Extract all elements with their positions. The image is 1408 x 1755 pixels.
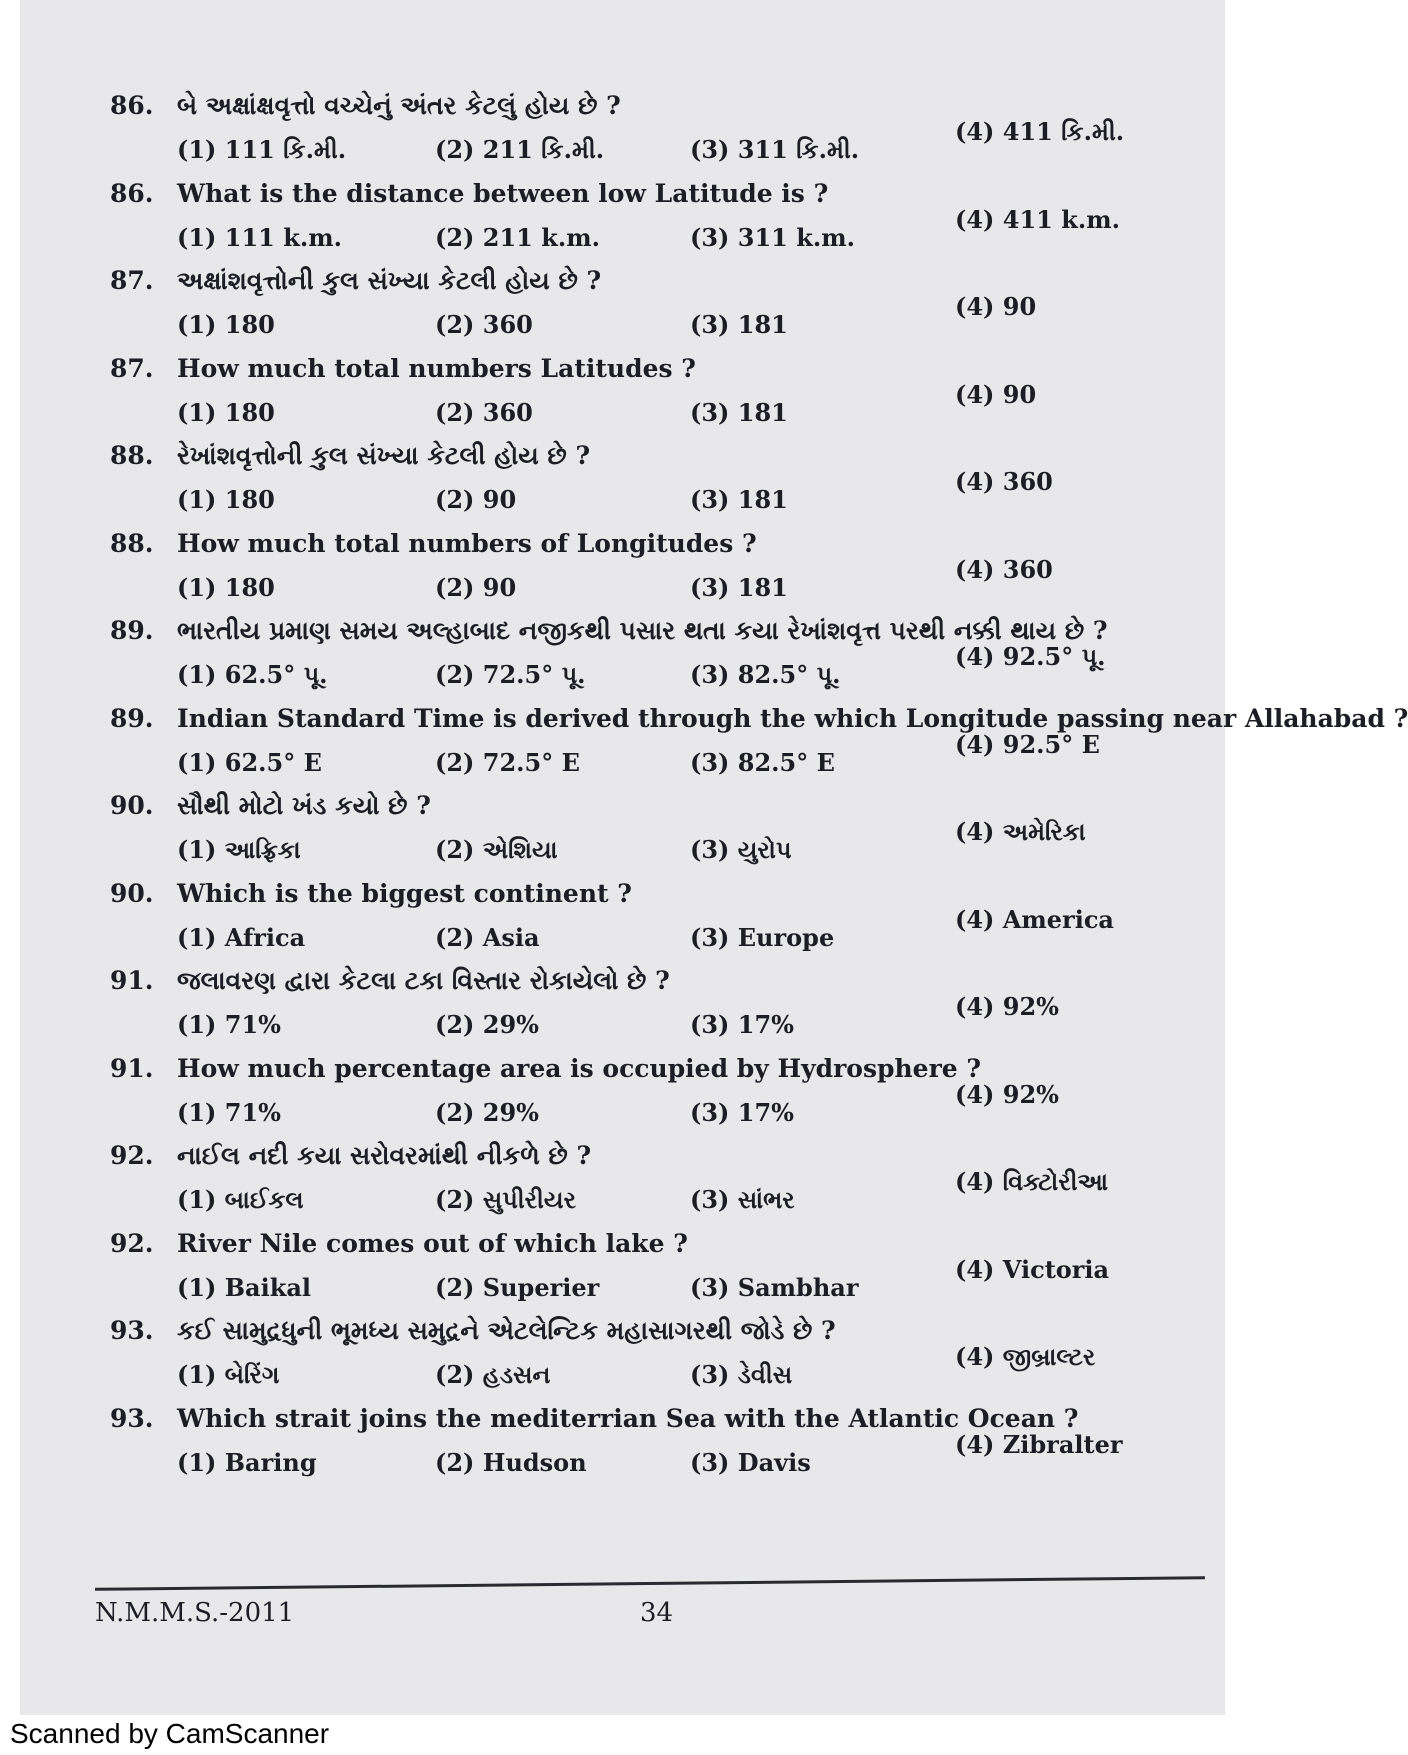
question-number: 92. — [110, 1141, 154, 1170]
answer-option-2: (2) Hudson — [435, 1447, 587, 1477]
answer-option-2: (2) Asia — [435, 922, 540, 952]
answer-option-2: (2) 72.5° E — [435, 747, 580, 777]
answer-options — [110, 1429, 1220, 1486]
question-text: કઈ સામુદ્રધુની ભૂમધ્ય સમુદ્રને એટલેન્ટિક મહાસાગરથી જોડે છે ? — [177, 1316, 836, 1345]
question-number: 87. — [110, 266, 154, 295]
answer-option-2: (2) Superier — [435, 1272, 600, 1302]
answer-option-2: (2) સુપીરીયર — [435, 1185, 576, 1214]
answer-option-1: (1) Baring — [177, 1447, 317, 1477]
answer-option-3: (3) 17% — [690, 1097, 794, 1127]
question-number: 86. — [110, 178, 154, 208]
question-text: Which strait joins the mediterrian Sea with the Atlantic Ocean ? — [177, 1403, 1079, 1433]
answer-options — [110, 467, 1220, 523]
answer-option-3: (3) યુરોપ — [690, 835, 792, 864]
question-text: જલાવરણ દ્વારા કેટલા ટકા વિસ્તાર રોકાયેલો છે ? — [177, 966, 670, 995]
answer-option-2: (2) 211 કિ.મી. — [435, 135, 605, 164]
answer-option-2: (2) 360 — [435, 310, 533, 339]
answer-option-3: (3) સાંભર — [690, 1185, 795, 1214]
answer-option-4: (4) 90 — [955, 379, 1037, 409]
answer-option-1: (1) 180 — [177, 397, 275, 427]
answer-options — [110, 1079, 1220, 1136]
question-number: 91. — [110, 966, 154, 995]
answer-option-1: (1) Africa — [177, 922, 306, 952]
answer-option-2: (2) એશિયા — [435, 835, 558, 864]
question-line — [110, 348, 1220, 394]
answer-options — [110, 992, 1220, 1048]
answer-options — [110, 117, 1220, 173]
answer-option-4: (4) વિક્ટોરીઆ — [955, 1167, 1109, 1196]
answer-option-1: (1) 62.5° E — [177, 747, 322, 777]
answer-option-3: (3) Europe — [690, 922, 835, 952]
question-text: How much total numbers of Longitudes ? — [177, 528, 757, 558]
question-number: 88. — [110, 441, 154, 470]
question-block — [110, 85, 1220, 173]
question-text: Which is the biggest continent ? — [177, 878, 632, 908]
question-block — [110, 523, 1220, 611]
answer-option-2: (2) 360 — [435, 397, 533, 427]
answer-option-2: (2) 72.5° પૂ. — [435, 660, 586, 689]
answer-option-1: (1) બાઈકલ — [177, 1185, 304, 1214]
answer-option-4: (4) Zibralter — [955, 1429, 1123, 1459]
answer-option-1: (1) 62.5° પૂ. — [177, 660, 328, 689]
answer-option-3: (3) 82.5° E — [690, 747, 835, 777]
question-number: 87. — [110, 353, 154, 383]
answer-option-4: (4) America — [955, 904, 1114, 934]
answer-option-3: (3) Davis — [690, 1447, 811, 1477]
question-text: અક્ષાંશવૃત્તોની કુલ સંખ્યા કેટલી હોય છે ? — [177, 266, 602, 295]
answer-option-3: (3) 181 — [690, 572, 788, 602]
question-block — [110, 785, 1220, 873]
footer-page-number: 34 — [640, 1598, 674, 1628]
answer-option-4: (4) 92% — [955, 992, 1059, 1021]
answer-options — [110, 642, 1220, 698]
answer-options — [110, 1167, 1220, 1223]
question-block — [110, 960, 1220, 1048]
answer-option-3: (3) 181 — [690, 310, 788, 339]
question-number: 88. — [110, 528, 154, 558]
answer-option-4: (4) 360 — [955, 554, 1053, 584]
question-text: How much total numbers Latitudes ? — [177, 353, 696, 383]
question-text: What is the distance between low Latitude is ? — [177, 178, 829, 208]
question-text: રેખાંશવૃત્તોની કુલ સંખ્યા કેટલી હોય છે ? — [177, 441, 591, 470]
answer-options — [110, 904, 1220, 961]
answer-options — [110, 1342, 1220, 1398]
footer-exam-name: N.M.M.S.-2011 — [95, 1598, 295, 1628]
question-number: 90. — [110, 878, 154, 908]
answer-option-4: (4) 92.5° પૂ. — [955, 642, 1106, 671]
question-block — [110, 873, 1220, 961]
question-text: નાઈલ નદી કયા સરોવરમાંથી નીકળે છે ? — [177, 1141, 592, 1170]
question-block — [110, 1310, 1220, 1398]
answer-option-4: (4) 92% — [955, 1079, 1059, 1109]
question-line — [110, 523, 1220, 569]
answer-option-4: (4) 360 — [955, 467, 1053, 496]
answer-option-3: (3) ડેવીસ — [690, 1360, 793, 1389]
scanner-watermark: Scanned by CamScanner — [10, 1718, 330, 1749]
question-number: 91. — [110, 1053, 154, 1083]
answer-option-3: (3) 82.5° પૂ. — [690, 660, 841, 689]
answer-option-1: (1) આફ્રિકા — [177, 835, 301, 864]
question-text: Indian Standard Time is derived through the which Longitude passing near Allahabad ? — [177, 703, 1408, 733]
answer-option-3: (3) Sambhar — [690, 1272, 859, 1302]
answer-option-1: (1) 180 — [177, 310, 275, 339]
answer-option-4: (4) 90 — [955, 292, 1037, 321]
question-block — [110, 173, 1220, 261]
answer-option-3: (3) 17% — [690, 1010, 794, 1039]
answer-option-1: (1) 180 — [177, 572, 275, 602]
answer-option-4: (4) અમેરિકા — [955, 817, 1086, 846]
answer-option-2: (2) 90 — [435, 485, 517, 514]
answer-option-2: (2) 29% — [435, 1010, 539, 1039]
question-block — [110, 260, 1220, 348]
question-block — [110, 1135, 1220, 1223]
answer-option-3: (3) 311 k.m. — [690, 222, 855, 252]
question-line — [110, 435, 1220, 481]
answer-options — [110, 379, 1220, 436]
question-block — [110, 348, 1220, 436]
answer-option-4: (4) 92.5° E — [955, 729, 1100, 759]
question-block — [110, 1398, 1220, 1486]
question-number: 92. — [110, 1228, 154, 1258]
answer-options — [110, 204, 1220, 261]
answer-option-3: (3) 181 — [690, 485, 788, 514]
question-text: How much percentage area is occupied by Hydrosphere ? — [177, 1053, 982, 1083]
answer-option-2: (2) 29% — [435, 1097, 539, 1127]
question-number: 93. — [110, 1316, 154, 1345]
answer-option-1: (1) 180 — [177, 485, 275, 514]
answer-option-1: (1) 71% — [177, 1010, 281, 1039]
answer-options — [110, 554, 1220, 611]
answer-option-3: (3) 311 કિ.મી. — [690, 135, 860, 164]
question-line — [110, 260, 1220, 306]
answer-option-2: (2) 211 k.m. — [435, 222, 600, 252]
answer-option-1: (1) Baikal — [177, 1272, 312, 1302]
question-block — [110, 435, 1220, 523]
question-number: 93. — [110, 1403, 154, 1433]
answer-options — [110, 1254, 1220, 1311]
answer-option-1: (1) 111 k.m. — [177, 222, 342, 252]
answer-option-1: (1) બેરિંગ — [177, 1360, 280, 1389]
answer-option-3: (3) 181 — [690, 397, 788, 427]
question-block — [110, 1223, 1220, 1311]
answer-option-4: (4) 411 k.m. — [955, 204, 1120, 234]
question-text: બે અક્ષાંક્ષવૃત્તો વચ્ચેનું અંતર કેટલું હોય છે ? — [177, 91, 621, 120]
question-text: River Nile comes out of which lake ? — [177, 1228, 688, 1258]
answer-option-2: (2) 90 — [435, 572, 517, 602]
answer-option-2: (2) હડસન — [435, 1360, 551, 1389]
question-text: ભારતીય પ્રમાણ સમય અલ્હાબાદ નજીકથી પસાર થતા કયા રેખાંશવૃત્ત પરથી નક્કી થાય છે ? — [177, 616, 1108, 645]
answer-option-4: (4) Victoria — [955, 1254, 1110, 1284]
answer-options — [110, 817, 1220, 873]
answer-options — [110, 729, 1220, 786]
answer-option-1: (1) 111 કિ.મી. — [177, 135, 347, 164]
answer-options — [110, 292, 1220, 348]
question-number: 89. — [110, 616, 154, 645]
answer-option-1: (1) 71% — [177, 1097, 281, 1127]
question-text: સૌથી મોટો ખંડ કયો છે ? — [177, 791, 431, 820]
question-block — [110, 610, 1220, 698]
question-number: 86. — [110, 91, 154, 120]
question-number: 89. — [110, 703, 154, 733]
question-block — [110, 698, 1408, 786]
answer-option-4: (4) જીબ્રાલ્ટર — [955, 1342, 1096, 1371]
question-number: 90. — [110, 791, 154, 820]
answer-option-4: (4) 411 કિ.મી. — [955, 117, 1125, 146]
question-block — [110, 1048, 1220, 1136]
